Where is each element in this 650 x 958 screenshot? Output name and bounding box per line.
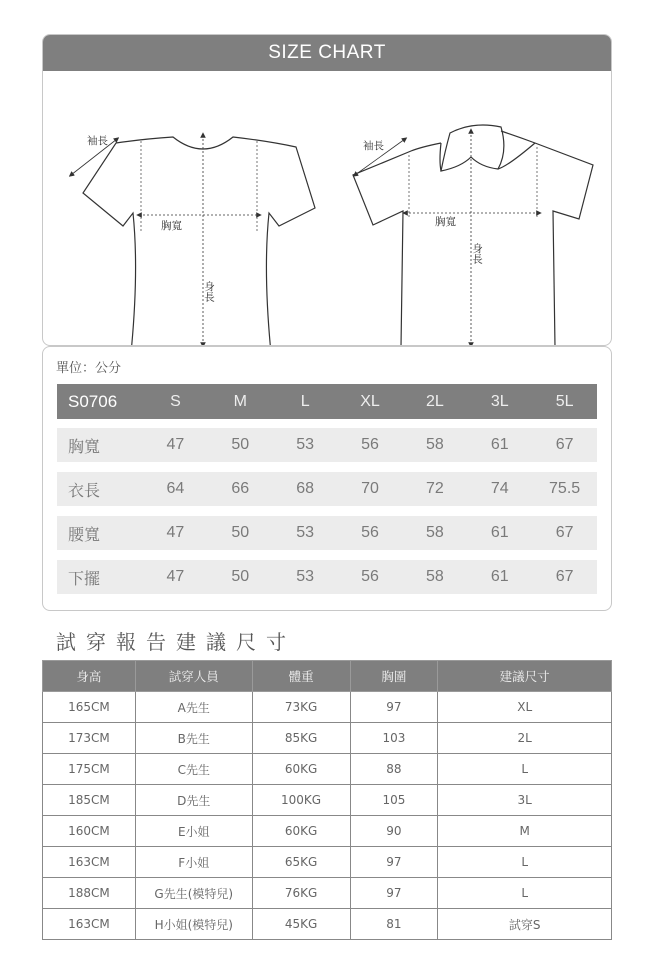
polo-shirt-outline: [353, 125, 593, 346]
suggested-size-cell: 試穿S: [438, 909, 612, 940]
measure-value: 53: [296, 568, 315, 585]
measure-value: 67: [555, 436, 574, 453]
measure-value: 68: [296, 480, 315, 497]
measure-value: 58: [425, 568, 444, 585]
label-sleeve-left: 袖長: [87, 135, 108, 147]
bust-cell: 97: [350, 878, 438, 909]
size-table-row: [57, 560, 597, 594]
size-col-header: 5L: [555, 392, 574, 410]
measure-name: 胸寬: [68, 436, 101, 456]
height-cell: 188CM: [43, 878, 136, 909]
suggested-size-cell: 2L: [438, 723, 612, 754]
measure-value: 50: [231, 524, 250, 541]
tester-cell: B先生: [135, 723, 252, 754]
weight-cell: 65KG: [252, 847, 350, 878]
tester-cell: E小姐: [135, 816, 252, 847]
size-table-row: [57, 428, 597, 462]
table-row: [43, 754, 612, 785]
size-col-header: L: [300, 392, 310, 410]
bust-cell: 103: [350, 723, 438, 754]
report-col-header: 體重: [252, 661, 350, 692]
label-chest-left: 胸寬: [161, 220, 182, 232]
size-chart-title: SIZE CHART: [43, 35, 611, 71]
bust-cell: 90: [350, 816, 438, 847]
measure-value: 47: [166, 524, 185, 541]
label-length-right: 身長: [471, 243, 483, 264]
size-col-header: M: [233, 392, 247, 410]
size-col-header: 3L: [490, 392, 509, 410]
height-cell: 163CM: [43, 909, 136, 940]
bust-cell: 97: [350, 692, 438, 723]
label-length-left: 身長: [203, 281, 215, 302]
measure-value: 67: [555, 568, 574, 585]
report-col-header: 建議尺寸: [438, 661, 612, 692]
report-col-header: 胸圍: [350, 661, 438, 692]
report-col-header: 身高: [43, 661, 136, 692]
report-header-row: [43, 661, 612, 692]
weight-cell: 73KG: [252, 692, 350, 723]
measure-value: 50: [231, 436, 250, 453]
measure-value: 56: [361, 524, 379, 541]
weight-cell: 85KG: [252, 723, 350, 754]
style-code: S0706: [68, 391, 118, 411]
suggested-size-cell: 3L: [438, 785, 612, 816]
tester-cell: C先生: [135, 754, 252, 785]
measure-name: 衣長: [68, 480, 101, 500]
height-cell: 173CM: [43, 723, 136, 754]
height-cell: 175CM: [43, 754, 136, 785]
weight-cell: 100KG: [252, 785, 350, 816]
table-row: [43, 723, 612, 754]
size-col-header: XL: [360, 392, 380, 410]
height-cell: 160CM: [43, 816, 136, 847]
measure-value: 72: [425, 480, 444, 497]
weight-cell: 60KG: [252, 816, 350, 847]
table-row: [43, 878, 612, 909]
tester-cell: G先生(模特兒): [135, 878, 252, 909]
label-chest-right: 胸寬: [435, 216, 456, 228]
unit-label: 單位：公分: [56, 361, 122, 376]
table-row: [43, 847, 612, 878]
weight-cell: 76KG: [252, 878, 350, 909]
suggested-size-cell: XL: [438, 692, 612, 723]
weight-cell: 45KG: [252, 909, 350, 940]
table-row: [43, 816, 612, 847]
size-table-panel: [42, 346, 612, 611]
measure-value: 53: [296, 436, 315, 453]
label-sleeve-right: 袖長: [363, 140, 384, 152]
measure-value: 56: [361, 436, 379, 453]
measure-value: 66: [231, 480, 250, 497]
weight-cell: 60KG: [252, 754, 350, 785]
size-col-header: 2L: [425, 392, 444, 410]
size-table-row: [57, 516, 597, 550]
size-col-header: S: [170, 392, 181, 410]
measure-value: 56: [361, 568, 379, 585]
suggested-size-cell: L: [438, 754, 612, 785]
measure-value: 67: [555, 524, 574, 541]
measure-value: 64: [166, 480, 185, 497]
measure-value: 47: [166, 436, 185, 453]
bust-cell: 81: [350, 909, 438, 940]
measure-value: 75.5: [549, 480, 581, 497]
report-col-header: 試穿人員: [135, 661, 252, 692]
measure-value: 61: [490, 436, 509, 453]
bust-cell: 105: [350, 785, 438, 816]
measure-value: 58: [425, 436, 444, 453]
height-cell: 165CM: [43, 692, 136, 723]
table-row: [43, 909, 612, 940]
measure-value: 47: [166, 568, 185, 585]
table-row: [43, 692, 612, 723]
tester-cell: D先生: [135, 785, 252, 816]
tester-cell: A先生: [135, 692, 252, 723]
height-cell: 163CM: [43, 847, 136, 878]
measure-value: 61: [490, 568, 509, 585]
measure-value: 74: [490, 480, 509, 497]
bust-cell: 88: [350, 754, 438, 785]
suggested-size-cell: L: [438, 878, 612, 909]
measure-value: 61: [490, 524, 509, 541]
size-chart-panel: [42, 34, 612, 346]
suggested-size-cell: M: [438, 816, 612, 847]
garment-diagram: [43, 71, 612, 346]
size-table-header: [57, 384, 597, 419]
measure-value: 70: [361, 480, 379, 497]
tester-cell: H小姐(模特兒): [135, 909, 252, 940]
measure-value: 58: [425, 524, 444, 541]
tester-cell: F小姐: [135, 847, 252, 878]
fitting-report-table: [42, 660, 612, 940]
measure-name: 下擺: [68, 568, 101, 588]
bust-cell: 97: [350, 847, 438, 878]
measure-value: 53: [296, 524, 315, 541]
table-row: [43, 785, 612, 816]
size-table-row: [57, 472, 597, 506]
suggested-size-cell: L: [438, 847, 612, 878]
womens-tee-outline: [83, 137, 315, 346]
measure-name: 腰寬: [68, 524, 101, 544]
height-cell: 185CM: [43, 785, 136, 816]
report-title: 試穿報告建議尺寸: [56, 630, 296, 654]
measure-value: 50: [231, 568, 250, 585]
